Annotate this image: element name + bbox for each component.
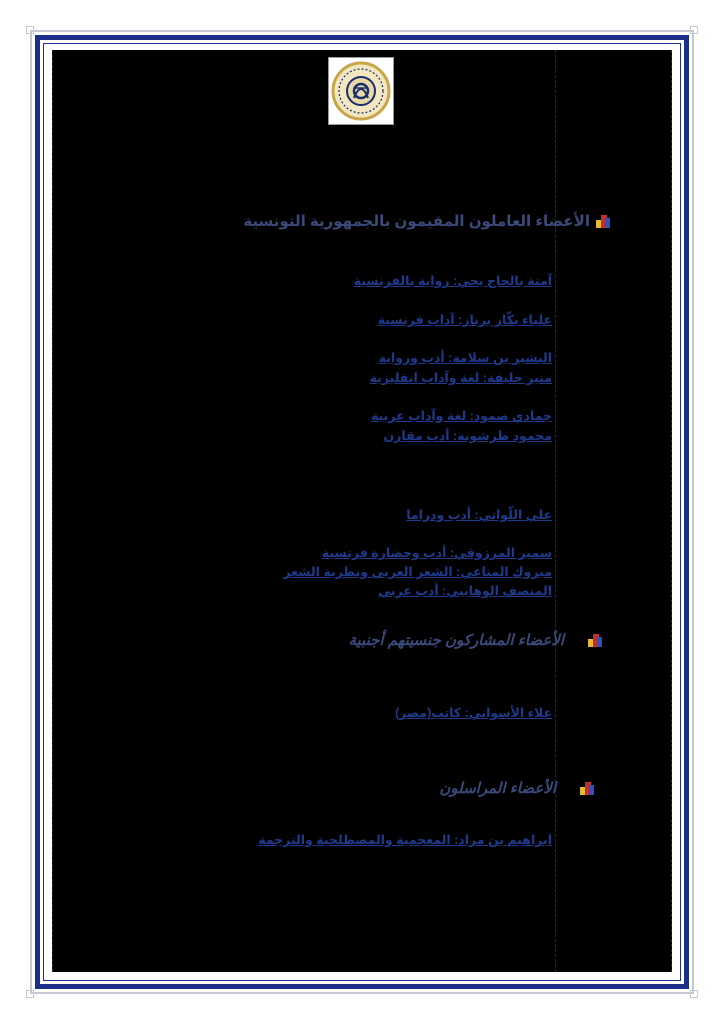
section-heading-foreign-members: الأعضاء المشاركون جنسيتهم أجنبية <box>348 631 602 649</box>
member-link[interactable]: ابراهيم بن مراد: المعجمية والمصطلحية والترجمة <box>258 833 552 847</box>
member-link[interactable]: جمادي صمود: لغة وآداب عربية <box>370 409 552 423</box>
guide-line <box>555 50 556 972</box>
guide-line <box>52 50 53 972</box>
section-heading-corresponding-members: الأعضاء المراسلون <box>439 779 594 797</box>
member-link[interactable]: منير خليفة: لغة وآداب انقليزية <box>369 371 552 385</box>
member-link[interactable]: علي اللّواتي: أدب ودراما <box>406 508 552 522</box>
corner-mark <box>26 26 34 34</box>
institution-seal-icon <box>328 57 394 125</box>
section-bullet-icon <box>596 214 610 228</box>
guide-line <box>671 50 672 972</box>
corner-mark <box>26 990 34 998</box>
corner-mark <box>690 26 698 34</box>
section-bullet-icon <box>580 781 594 795</box>
member-link[interactable]: المنصف الوهايبي: أدب عربي <box>378 584 552 598</box>
member-link[interactable]: البشير بن سلامة: أدب ورواية <box>378 351 552 365</box>
document-page <box>52 50 672 972</box>
member-link[interactable]: محمود طرشونة: أدب مقارن <box>383 429 552 443</box>
member-link[interactable]: علاء الأسواني: كاتب(مصر) <box>395 706 552 720</box>
member-link[interactable]: آمنة بالحاج يحي: رواية بالفرنسية <box>353 274 552 288</box>
corner-mark <box>690 990 698 998</box>
section-heading-resident-members: الأعضاء العاملون المقيمون بالجمهورية التونسية <box>243 212 610 230</box>
member-link[interactable]: سمير المرزوقي: أدب وحضارة فرنسية <box>321 546 552 560</box>
member-link[interactable]: مبروك المناعي: الشعر العربي ونظرية الشعر <box>283 565 552 579</box>
member-link[interactable]: علياء بكّار برناز: آداب فرنسية <box>377 313 552 327</box>
section-bullet-icon <box>588 633 602 647</box>
